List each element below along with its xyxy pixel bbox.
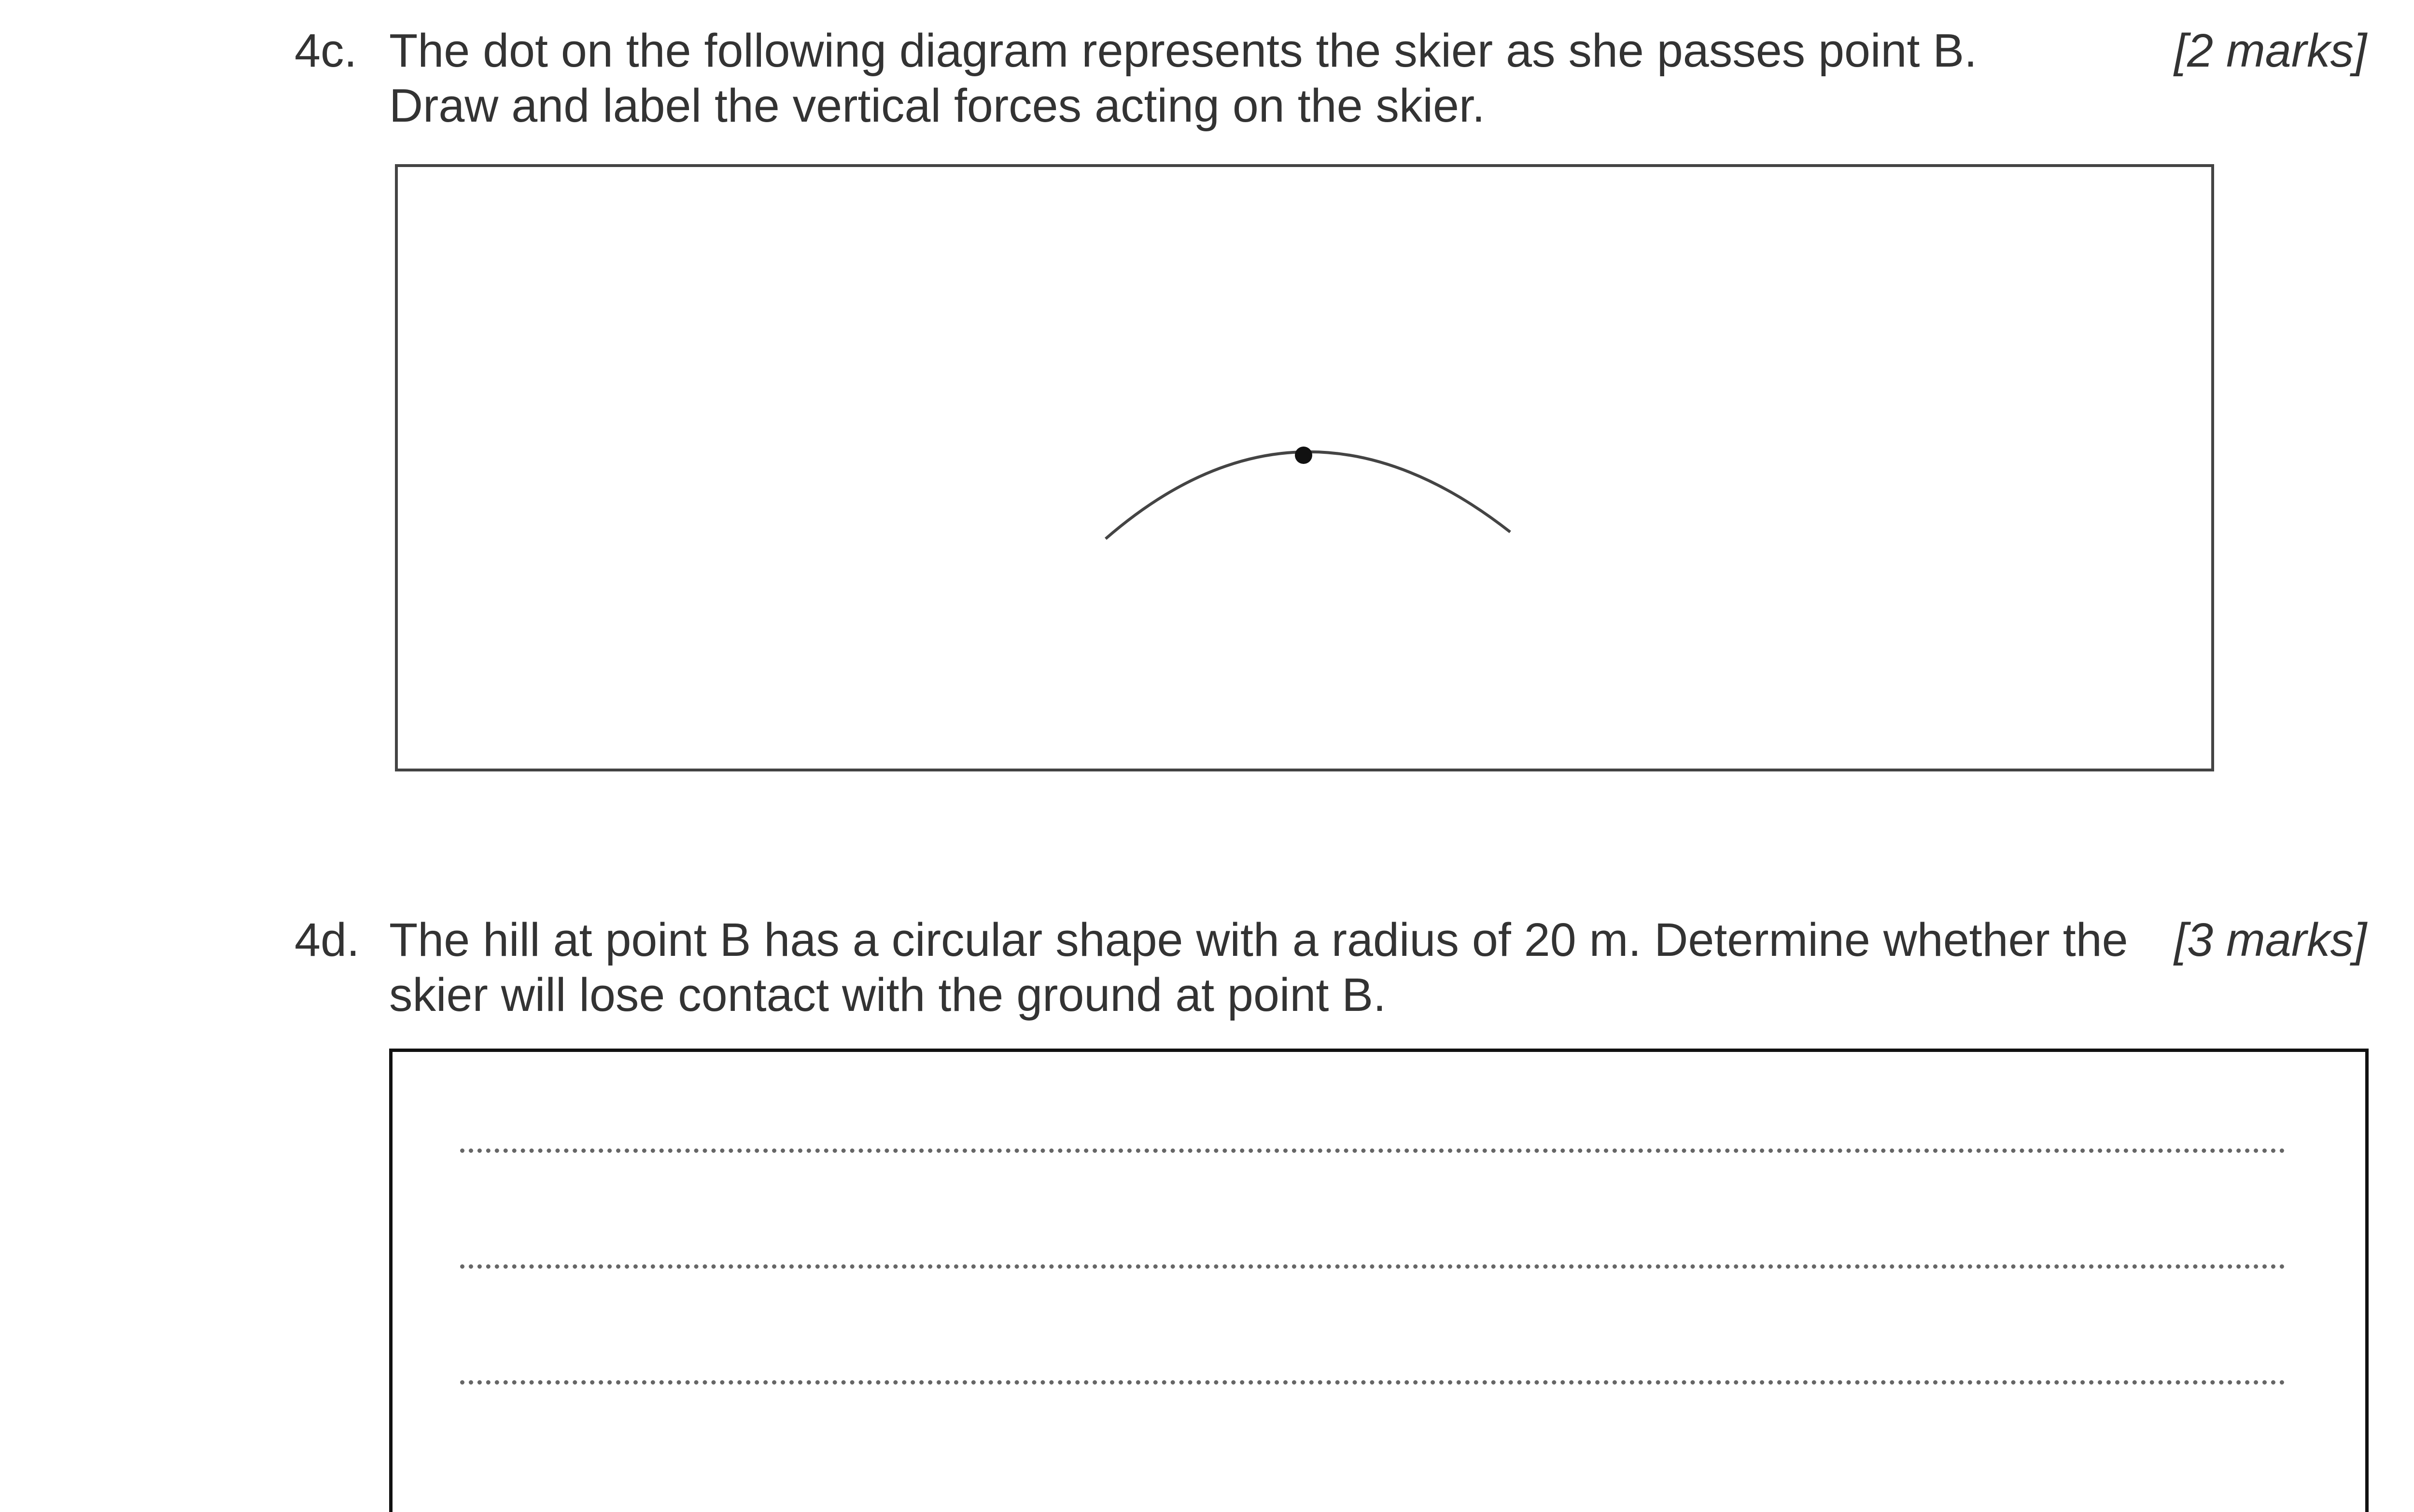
answer-line[interactable] (460, 1264, 2285, 1269)
question-text-line: skier will lose contact with the ground at point B. (389, 968, 1386, 1021)
question-text-line: The dot on the following diagram represents the skier as she passes point B. (389, 24, 1978, 77)
answer-box[interactable] (389, 1049, 2369, 1512)
answer-line[interactable] (460, 1148, 2285, 1153)
diagram-box[interactable] (395, 164, 2214, 771)
question-text-line: Draw and label the vertical forces acting on the skier. (389, 79, 1485, 132)
question-number-4d: 4d. (295, 913, 360, 966)
question-text-line: The hill at point B has a circular shape with a radius of 20 m. Determine whether the (389, 913, 2128, 966)
question-number-4c: 4c. (295, 24, 357, 77)
marks-label-4d: [3 marks] (2174, 913, 2367, 966)
answer-line[interactable] (460, 1380, 2285, 1385)
marks-label-4c: [2 marks] (2174, 24, 2367, 77)
skier-dot (1295, 447, 1312, 464)
question-text-4c (389, 23, 1977, 133)
hill-diagram (398, 167, 2217, 774)
question-text-4d (389, 912, 2128, 1022)
hill-arc (1106, 452, 1510, 539)
